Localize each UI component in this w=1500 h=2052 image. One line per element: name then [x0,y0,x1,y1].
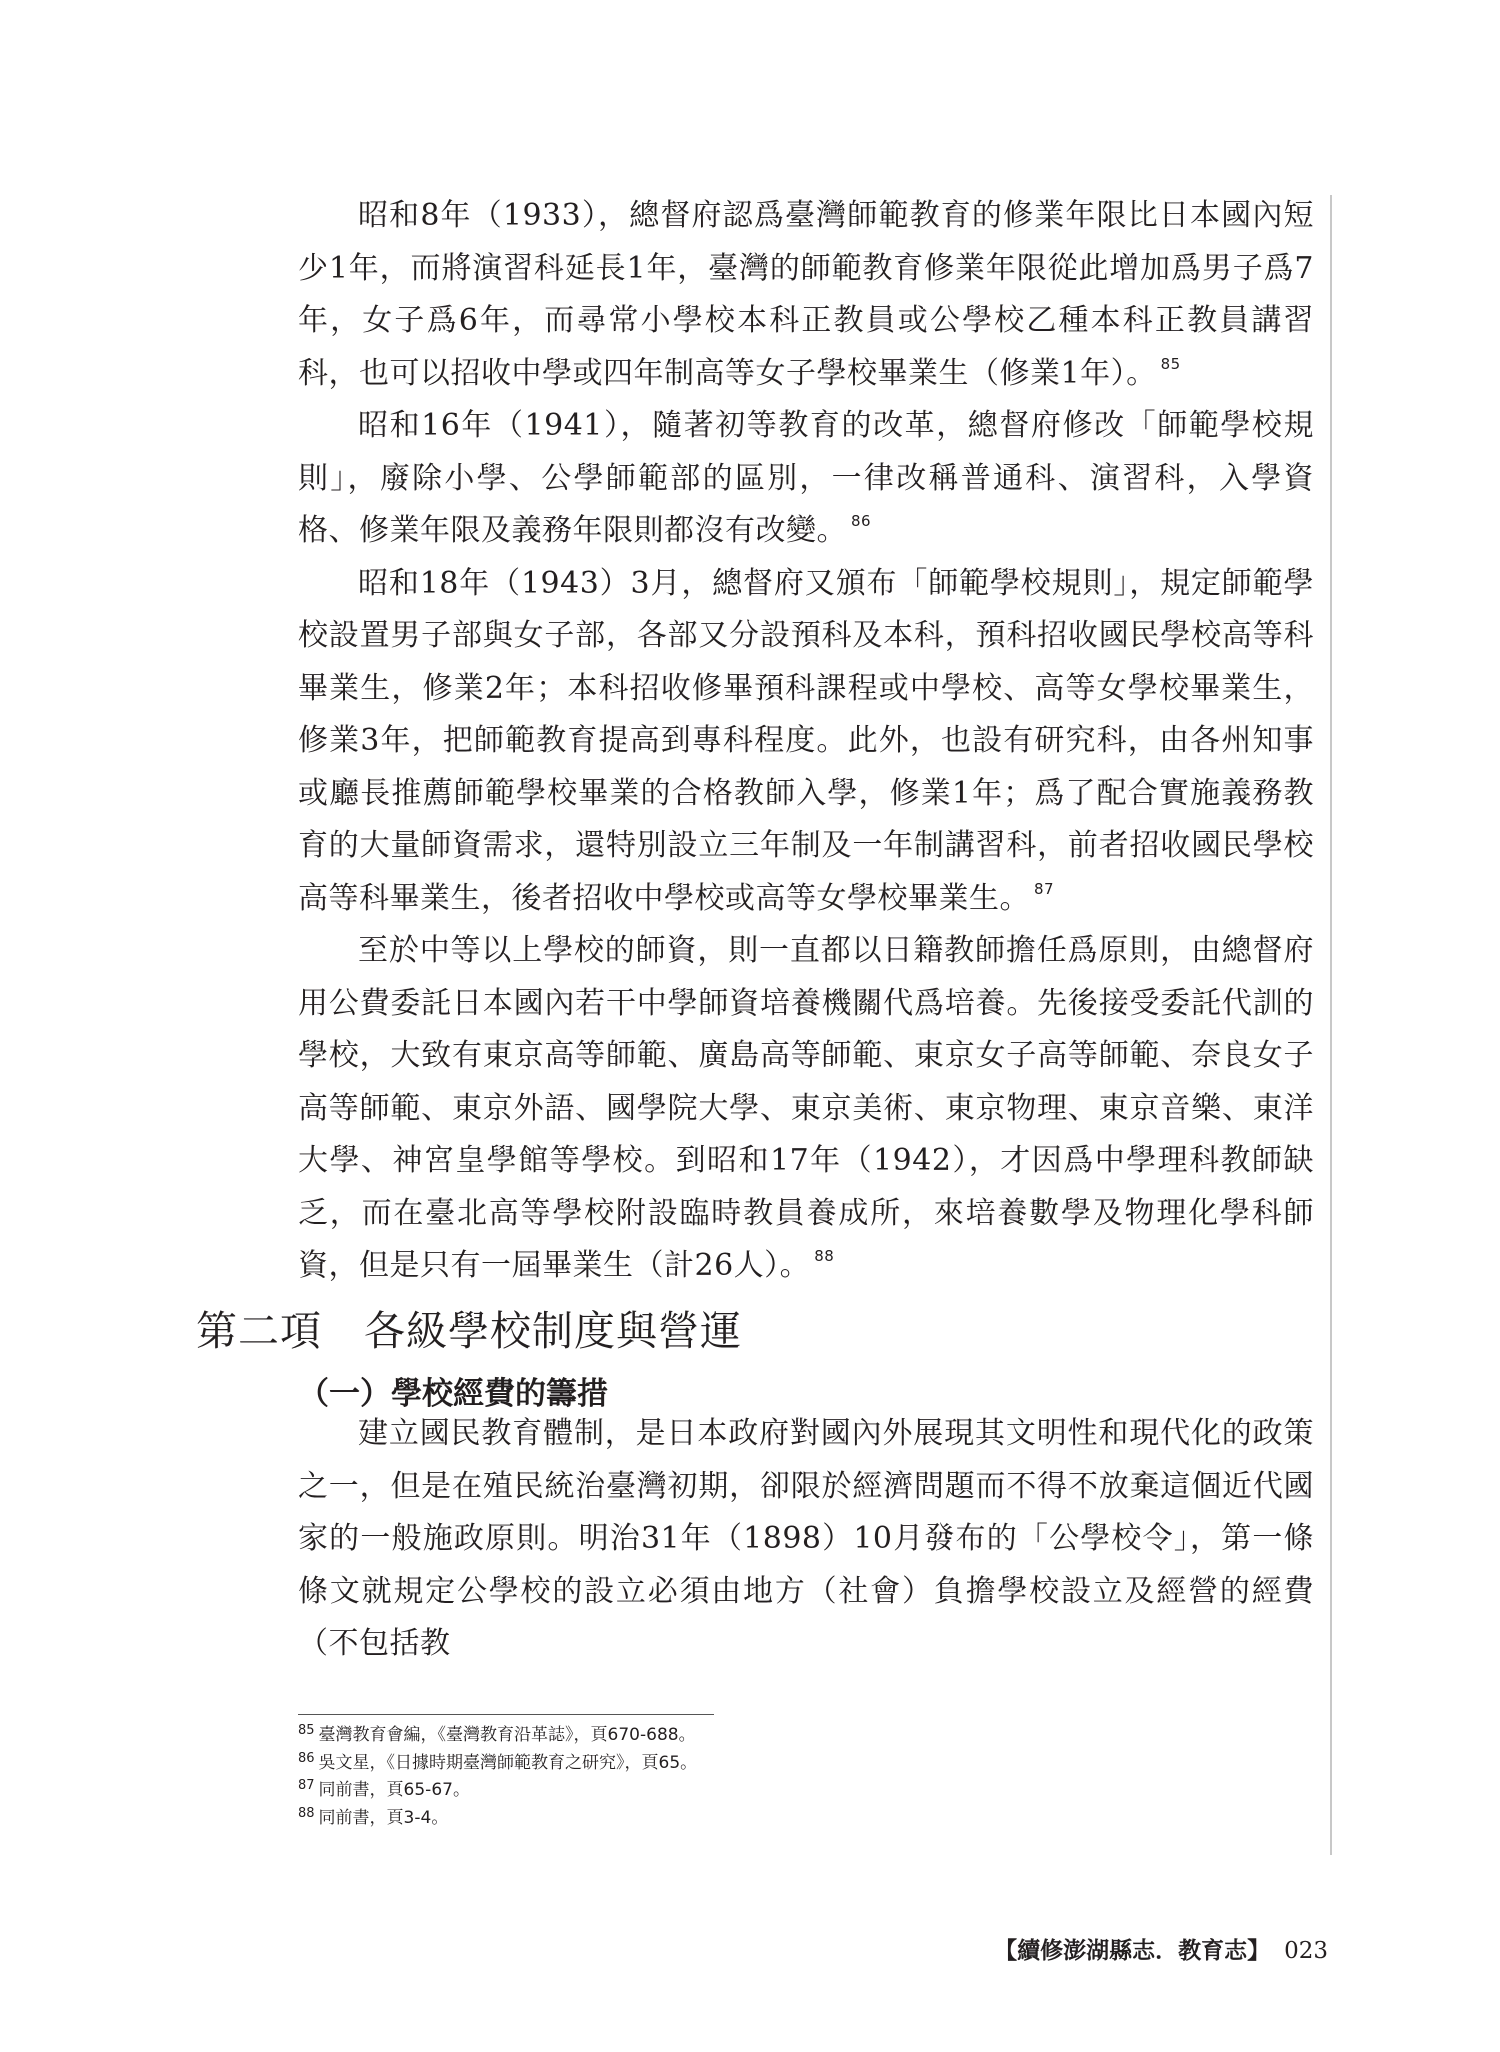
footnote-88 [298,1805,1198,1833]
footnote-text: 吳文星，《日據時期臺灣師範教育之研究》，頁65。 [318,1752,698,1773]
footnote-text: 同前書，頁65-67。 [318,1780,470,1800]
footnote-text: 同前書，頁3-4。 [318,1807,449,1828]
footnote-text: 臺灣教育會編，《臺灣教育沿革誌》，頁670-688。 [318,1725,696,1745]
footnote-86 [298,1750,1198,1778]
paragraph-text: 昭和18年（1943）3月，總督府又頒布「師範學校規則」，規定師範學校設置男子部與女子部，各部又分設預科及本科，預科招收國民學校高等科畢業生，修業2年；本科招收修畢預科課程或中學校、高等女學校畢業生，修業3年，把師範教育提高到專科程度。此外，也設有研究科，由各州知事或廳長推薦師範學校畢業的合格教師入學，修業1年；爲了配合實施義務教育的大量師資需求，還特別設立三年制及一年制講習科，前者招收國民學校高等科畢業生，後者招收中學校或高等女學校畢業生。 [298,565,1314,916]
paragraph-text: 至於中等以上學校的師資，則一直都以日籍教師擔任爲原則，由總督府用公費委託日本國內若干中學師資培養機關代爲培養。先後接受委託代訓的學校，大致有東京高等師範、廣島高等師範、東京女子高等師範、奈良女子高等師範、東京外語、國學院大學、東京美術、東京物理、東京音樂、東洋大學、神宮皇學館等學校。到昭和17年（1942），才因爲中學理科教師缺乏，而在臺北高等學校附設臨時教員養成所，來培養數學及物理化學科師資，但是只有一屆畢業生（計26人）。 [298,933,1314,1283]
section-title: 第二項 各級學校制度與營運 [196,1307,742,1355]
paragraph-text: 建立國民教育體制，是日本政府對國內外展現其文明性和現代化的政策之一，但是在殖民統治臺灣初期，卻限於經濟問題而不得不放棄這個近代國家的一般施政原則。明治31年（1898）10月發布的「公學校令」，第一條條文就規定公學校的設立必須由地方（社會）負擔學校設立及經營的經費（不包括教 [298,1416,1314,1661]
paragraph-4 [298,925,1314,1293]
footnote-number: 86 [298,1750,315,1766]
footnote-number: 87 [298,1778,315,1793]
footnote-number: 88 [298,1805,315,1821]
paragraph-text: 昭和16年（1941），隨著初等教育的改革，總督府修改「師範學校規則」，廢除小學、公學師範部的區別，一律改稱普通科、演習科，入學資格、修業年限及義務年限則都沒有改變。 [298,408,1314,548]
footnote-ref: 87 [1034,879,1055,898]
margin-rule [1330,195,1332,1855]
page-footer [994,1932,1328,1965]
footnote-ref: 86 [851,512,872,530]
paragraph-text: 昭和8年（1933），總督府認爲臺灣師範教育的修業年限比日本國內短少1年，而將演習科延長1年，臺灣的師範教育修業年限從此增加爲男子爲7年，女子爲6年，而尋常小學校本科正教員或公學校乙種本科正教員講習科，也可以招收中學或四年制高等女子學校畢業生（修業1年）。 [298,198,1314,391]
running-footer-title: 【續修澎湖縣志．教育志】 [994,1937,1271,1964]
paragraph-2 [298,400,1314,558]
footnote-number: 85 [298,1723,315,1738]
footnote-divider [298,1714,714,1715]
footnote-87 [298,1777,1198,1805]
page-number: 023 [1284,1938,1328,1964]
footnotes [298,1722,1198,1832]
subsection-title: （一）學校經費的籌措 [298,1376,608,1412]
section-body [298,1408,1314,1671]
paragraph-3 [298,558,1314,926]
body-text [298,190,1314,1293]
footnote-85 [298,1722,1198,1750]
paragraph-1 [298,190,1314,400]
footnote-ref: 85 [1160,354,1181,373]
paragraph-5 [298,1408,1314,1671]
footnote-ref: 88 [814,1247,835,1265]
